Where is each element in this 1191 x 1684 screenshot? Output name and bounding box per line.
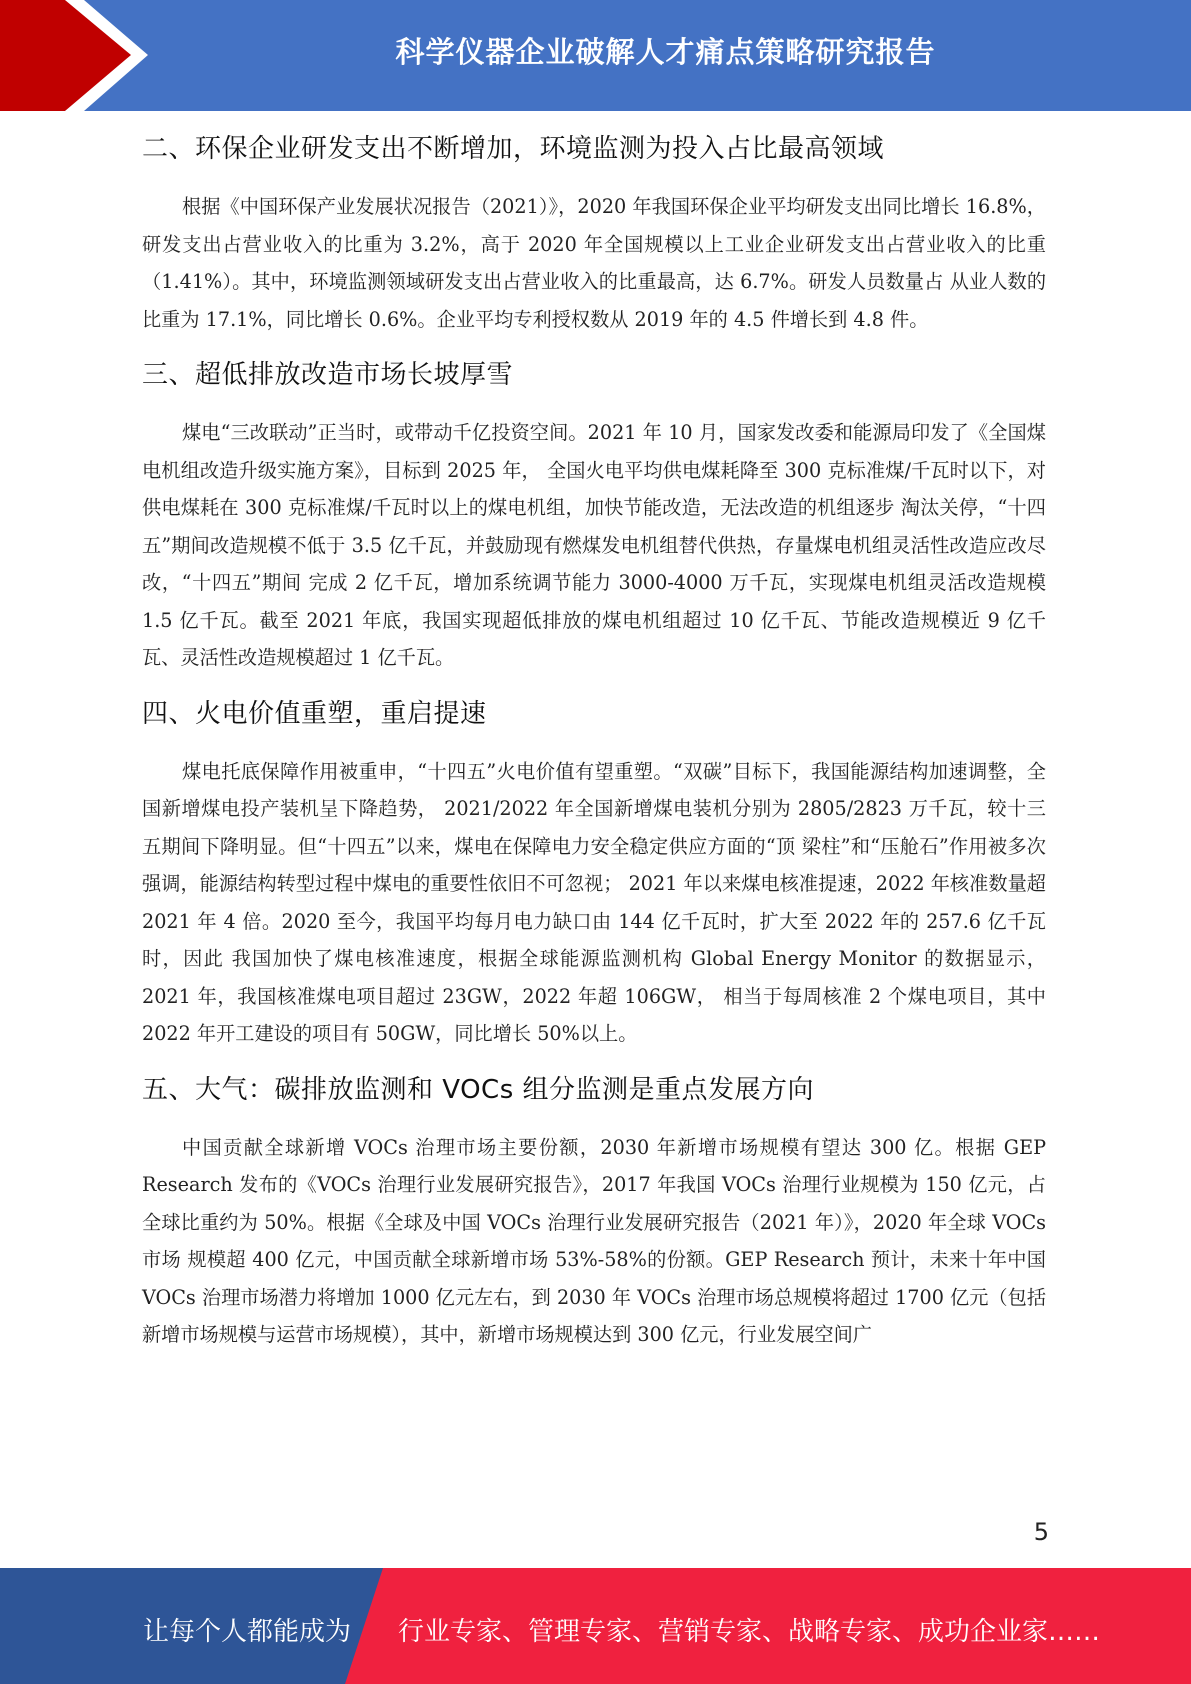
section-paragraph: 中国贡献全球新增 VOCs 治理市场主要份额，2030 年新增市场规模有望达 300 亿。根据 GEP Research 发布的《VOCs 治理行业发展研究报告》，2017 年我国 VOCs 治理行业规模为 150 亿元，占全球比重约为 50%。根据《全球及中国 VOCs 治理行业发展研究报告（2021 年）》，2020 年全球 VOCs 市场 规模超 400 亿元，中国贡献全球新增市场 53%-58%的份额。GEP Research 预计，未来十年中国 VOCs 治理市场潜力将增加 1000 亿元左右，到 2030 年 VOCs 治理市场总规模将超过 1700 亿元（包括新增市场规模与运营市场规模），其中，新增市场规模达到 300 亿元，行业发展空间广: [142, 1135, 1046, 1346]
section-paragraph: 煤电托底保障作用被重申，“十四五”火电价值有望重塑。“双碳”目标下，我国能源结构加速调整，全国新增煤电投产装机呈下降趋势， 2021/2022 年全国新增煤电装机分别为 2805/2823 万千瓦，较十三五期间下降明显。但“十四五”以来，煤电在保障电力安全稳定供应方面的“顶 梁柱”和“压舱石”作用被多次强调，能源结构转型过程中煤电的重要性依旧不可忽视； 2021 年以来煤电核准提速，2022 年核准数量超 2021 年 4 倍。2020 至今，我国平均每月电力缺口由 144 亿千瓦时，扩大至 2022 年的 257.6 亿千瓦时，因此 我国加快了煤电核准速度，根据全球能源监测机构 Global Energy Monitor 的数据显示，2021 年，我国核准煤电项目超过 23GW，2022 年超 106GW， 相当于每周核准 2 个煤电项目，其中 2022 年开工建设的项目有 50GW，同比增长 50%以上。: [142, 759, 1046, 1045]
page-body: [142, 128, 1046, 1354]
section-paragraph: 根据《中国环保产业发展状况报告（2021）》，2020 年我国环保企业平均研发支出同比增长 16.8%，研发支出占营业收入的比重为 3.2%，高于 2020 年全国规模以上工业企业研发支出占营业收入的比重（1.41%）。其中，环境监测领域研发支出占营业收入的比重最高，达 6.7%。研发人员数量占 从业人数的比重为 17.1%，同比增长 0.6%。企业平均专利授权数从 2019 年的 4.5 件增长到 4.8 件。: [142, 195, 1046, 331]
header-banner: [0, 0, 1191, 111]
section-heading: 三、超低排放改造市场长坡厚雪: [142, 360, 514, 390]
footer-slogan-right: 行业专家、管理专家、营销专家、战略专家、成功企业家……: [398, 1617, 1101, 1647]
section-3: [142, 354, 1046, 677]
section-heading: 四、火电价值重塑，重启提速: [142, 698, 487, 729]
footer-slogan-left: 让每个人都能成为: [143, 1617, 352, 1647]
footer-banner: [0, 1568, 1191, 1684]
section-heading: 二、环保企业研发支出不断增加，环境监测为投入占比最高领域: [142, 134, 885, 164]
section-2: [142, 128, 1046, 338]
section-4: [142, 693, 1046, 1053]
document-title: 科学仪器企业破解人才痛点策略研究报告: [395, 35, 936, 69]
page-number: 5: [1033, 1518, 1049, 1546]
section-paragraph: 煤电“三改联动”正当时，或带动千亿投资空间。2021 年 10 月，国家发改委和能源局印发了《全国煤电机组改造升级实施方案》，目标到 2025 年， 全国火电平均供电煤耗降至 300 克标准煤/千瓦时以下，对供电煤耗在 300 克标准煤/千瓦时以上的煤电机组，加快节能改造，无法改造的机组逐步 淘汰关停，“十四五”期间改造规模不低于 3.5 亿千瓦，并鼓励现有燃煤发电机组替代供热，存量煤电机组灵活性改造应改尽改，“十四五”期间 完成 2 亿千瓦，增加系统调节能力 3000-4000 万千瓦，实现煤电机组灵活改造规模 1.5 亿千瓦。截至 2021 年底，我国实现超低排放的煤电机组超过 10 亿千瓦、节能改造规模近 9 亿千瓦、灵活性改造规模超过 1 亿千瓦。: [142, 421, 1046, 669]
section-5: [142, 1069, 1046, 1354]
section-heading: 五、大气：碳排放监测和 VOCs 组分监测是重点发展方向: [142, 1074, 815, 1105]
